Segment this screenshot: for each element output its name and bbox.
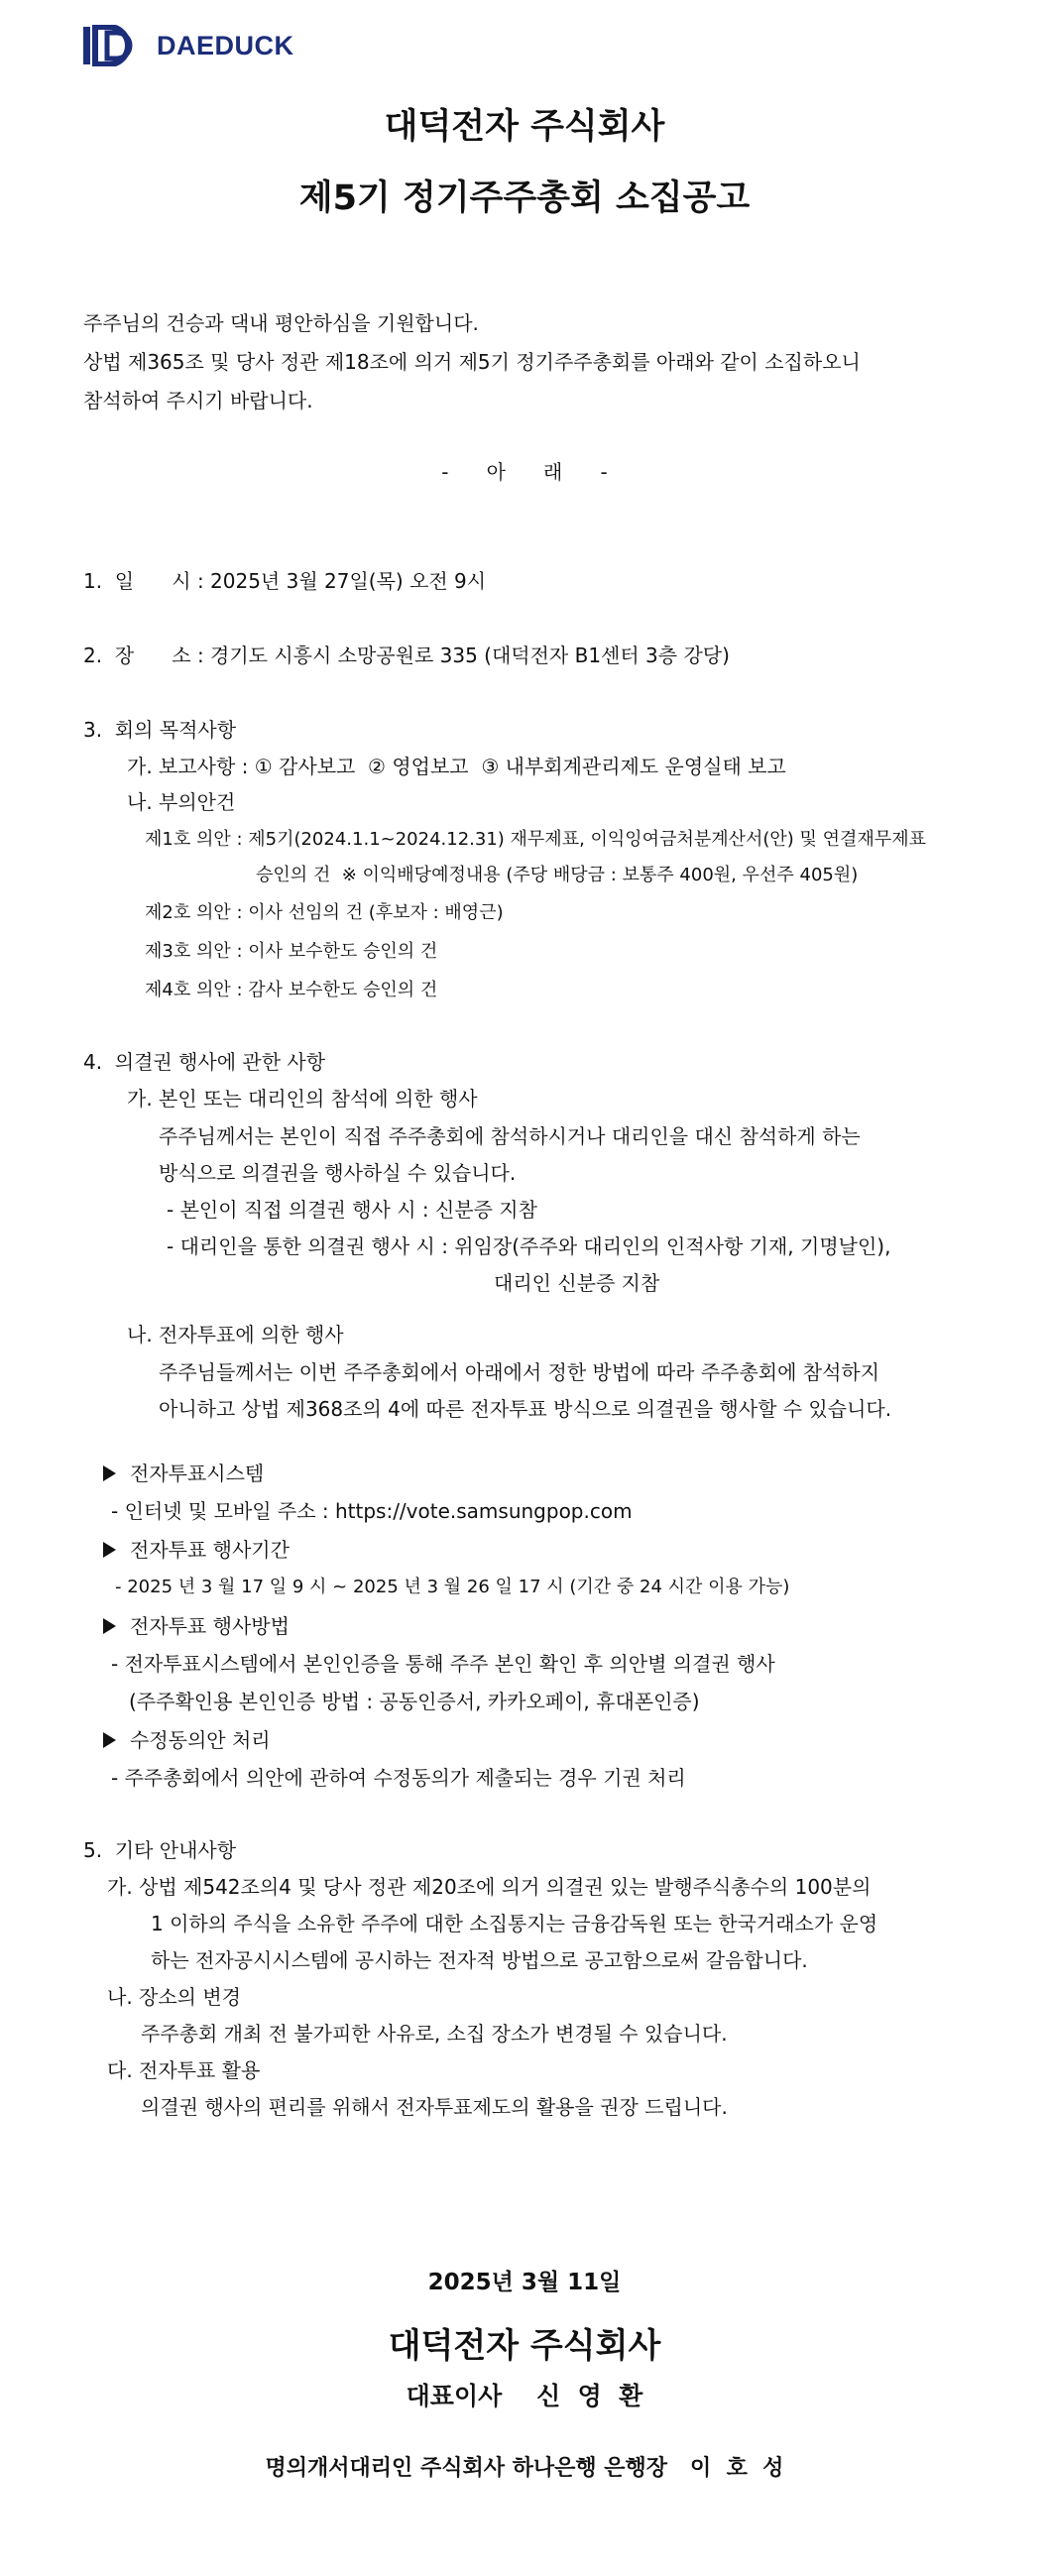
evote-amend-heading: 수정동의안 처리 [103,1724,271,1753]
agenda-item-2: 제2호 의안 : 이사 선임의 건 (후보자 : 배영근) [145,902,504,923]
intro-line1: 주주님의 건승과 댁내 평안하심을 기원합니다. [83,311,479,335]
section-other-heading: 5. 기타 안내사항 [83,1838,237,1862]
notice-date: 2025년 3월 11일 [427,2270,622,2295]
evote-method-heading: 전자투표 행사방법 [103,1610,290,1639]
evote-method-value2: (주주확인용 본인인증 방법 : 공동인증서, 카카오페이, 휴대폰인증) [129,1690,700,1713]
agenda-reports: 가. 보고사항 : ① 감사보고 ② 영업보고 ③ 내부회계관리제도 운영실태 보고 [127,755,786,778]
footer-ceo: 대표이사 신 영 환 [406,2382,643,2410]
other-c-line: 의결권 행사의 편리를 위해서 전자투표제도의 활용을 권장 드립니다. [141,2095,728,2119]
other-b-heading: 나. 장소의 변경 [107,1985,241,2009]
footer-company: 대덕전자 주식회사 [388,2326,661,2366]
other-c-heading: 다. 전자투표 활용 [107,2058,261,2082]
triangle-bullet-icon [103,1465,116,1481]
evote-amend-value: - 주주총회에서 의안에 관하여 수정동의가 제출되는 경우 기권 처리 [111,1766,686,1790]
section-agenda-heading: 3. 회의 목적사항 [83,718,237,742]
evote-system-heading: 전자투표시스템 [103,1458,264,1486]
voting-attendance-line1: 주주님께서는 본인이 직접 주주총회에 참석하시거나 대리인을 대신 참석하게 하는 [159,1124,861,1148]
evote-period-value: - 2025 년 3 월 17 일 9 시 ~ 2025 년 3 월 26 일 17 시 (기간 중 24 시간 이용 가능) [115,1577,790,1597]
company-logo [83,22,294,69]
triangle-bullet-icon [103,1732,116,1748]
other-a-line2: 1 이하의 주식을 소유한 주주에 대한 소집통지는 금융감독원 또는 한국거래소가 운영 [151,1912,878,1935]
agenda-resolutions-heading: 나. 부의안건 [127,790,236,814]
daeduck-logo-icon [83,25,147,66]
voting-electronic-line1: 주주님들께서는 이번 주주총회에서 아래에서 정한 방법에 따라 주주총회에 참석하지 [159,1360,880,1384]
triangle-bullet-icon [103,1542,116,1558]
agenda-item-1-line2: 승인의 건 ※ 이익배당예정내용 (주당 배당금 : 보통주 400원, 우선주 405원) [256,865,859,885]
footer-transfer-agent: 명의개서대리인 주식회사 하나은행 은행장 이 호 성 [265,2456,784,2481]
intro-line3: 참석하여 주시기 바랍니다. [83,389,313,412]
intro-line2: 상법 제365조 및 당사 정관 제18조에 의거 제5기 정기주주총회를 아래와 같이 소집하오니 [83,350,861,374]
voting-electronic-line2: 아니하고 상법 제368조의 4에 따른 전자투표 방식으로 의결권을 행사할 수 있습니다. [159,1397,892,1421]
page-title: 제5기 정기주주총회 소집공고 [298,178,751,218]
agenda-item-1-line1: 제1호 의안 : 제5기(2024.1.1~2024.12.31) 재무제표, 이익잉여금처분계산서(안) 및 연결재무제표 [145,829,926,850]
triangle-bullet-icon [103,1618,116,1634]
section-place: 2. 장 소 : 경기도 시흥시 소망공원로 335 (대덕전자 B1센터 3층 강당) [83,644,730,667]
voting-attendance-line2: 방식으로 의결권을 행사하실 수 있습니다. [159,1161,517,1185]
voting-attendance-proxy-cont: 대리인 신분증 지참 [494,1271,660,1295]
section-divider: - 아 래 - [441,460,608,484]
agenda-item-4: 제4호 의안 : 감사 보수한도 승인의 건 [145,980,438,1000]
voting-attendance-self: - 본인이 직접 의결권 행사 시 : 신분증 지참 [167,1198,537,1222]
voting-attendance-proxy: - 대리인을 통한 의결권 행사 시 : 위임장(주주와 대리인의 인적사항 기재, 기명날인), [167,1234,891,1258]
evote-method-value1: - 전자투표시스템에서 본인인증을 통해 주주 본인 확인 후 의안별 의결권 행사 [111,1652,775,1676]
other-a-line1: 가. 상법 제542조의4 및 당사 정관 제20조에 의거 의결권 있는 발행주식총수의 100분의 [107,1875,872,1899]
logo-text: DAEDUCK [157,30,294,60]
evote-period-heading: 전자투표 행사기간 [103,1534,290,1563]
title-company: 대덕전자 주식회사 [384,107,665,147]
section-voting-heading: 4. 의결권 행사에 관한 사항 [83,1050,326,1074]
voting-electronic-heading: 나. 전자투표에 의한 행사 [127,1323,344,1347]
other-b-line: 주주총회 개최 전 불가피한 사유로, 소집 장소가 변경될 수 있습니다. [141,2022,728,2046]
other-a-line3: 하는 전자공시시스템에 공시하는 전자적 방법으로 공고함으로써 갈음합니다. [151,1948,808,1972]
voting-attendance-heading: 가. 본인 또는 대리인의 참석에 의한 행사 [127,1087,478,1111]
agenda-item-3: 제3호 의안 : 이사 보수한도 승인의 건 [145,941,438,962]
section-date: 1. 일 시 : 2025년 3월 27일(목) 오전 9시 [83,569,487,593]
evote-system-value: - 인터넷 및 모바일 주소 : https://vote.samsungpop.com [111,1499,633,1523]
